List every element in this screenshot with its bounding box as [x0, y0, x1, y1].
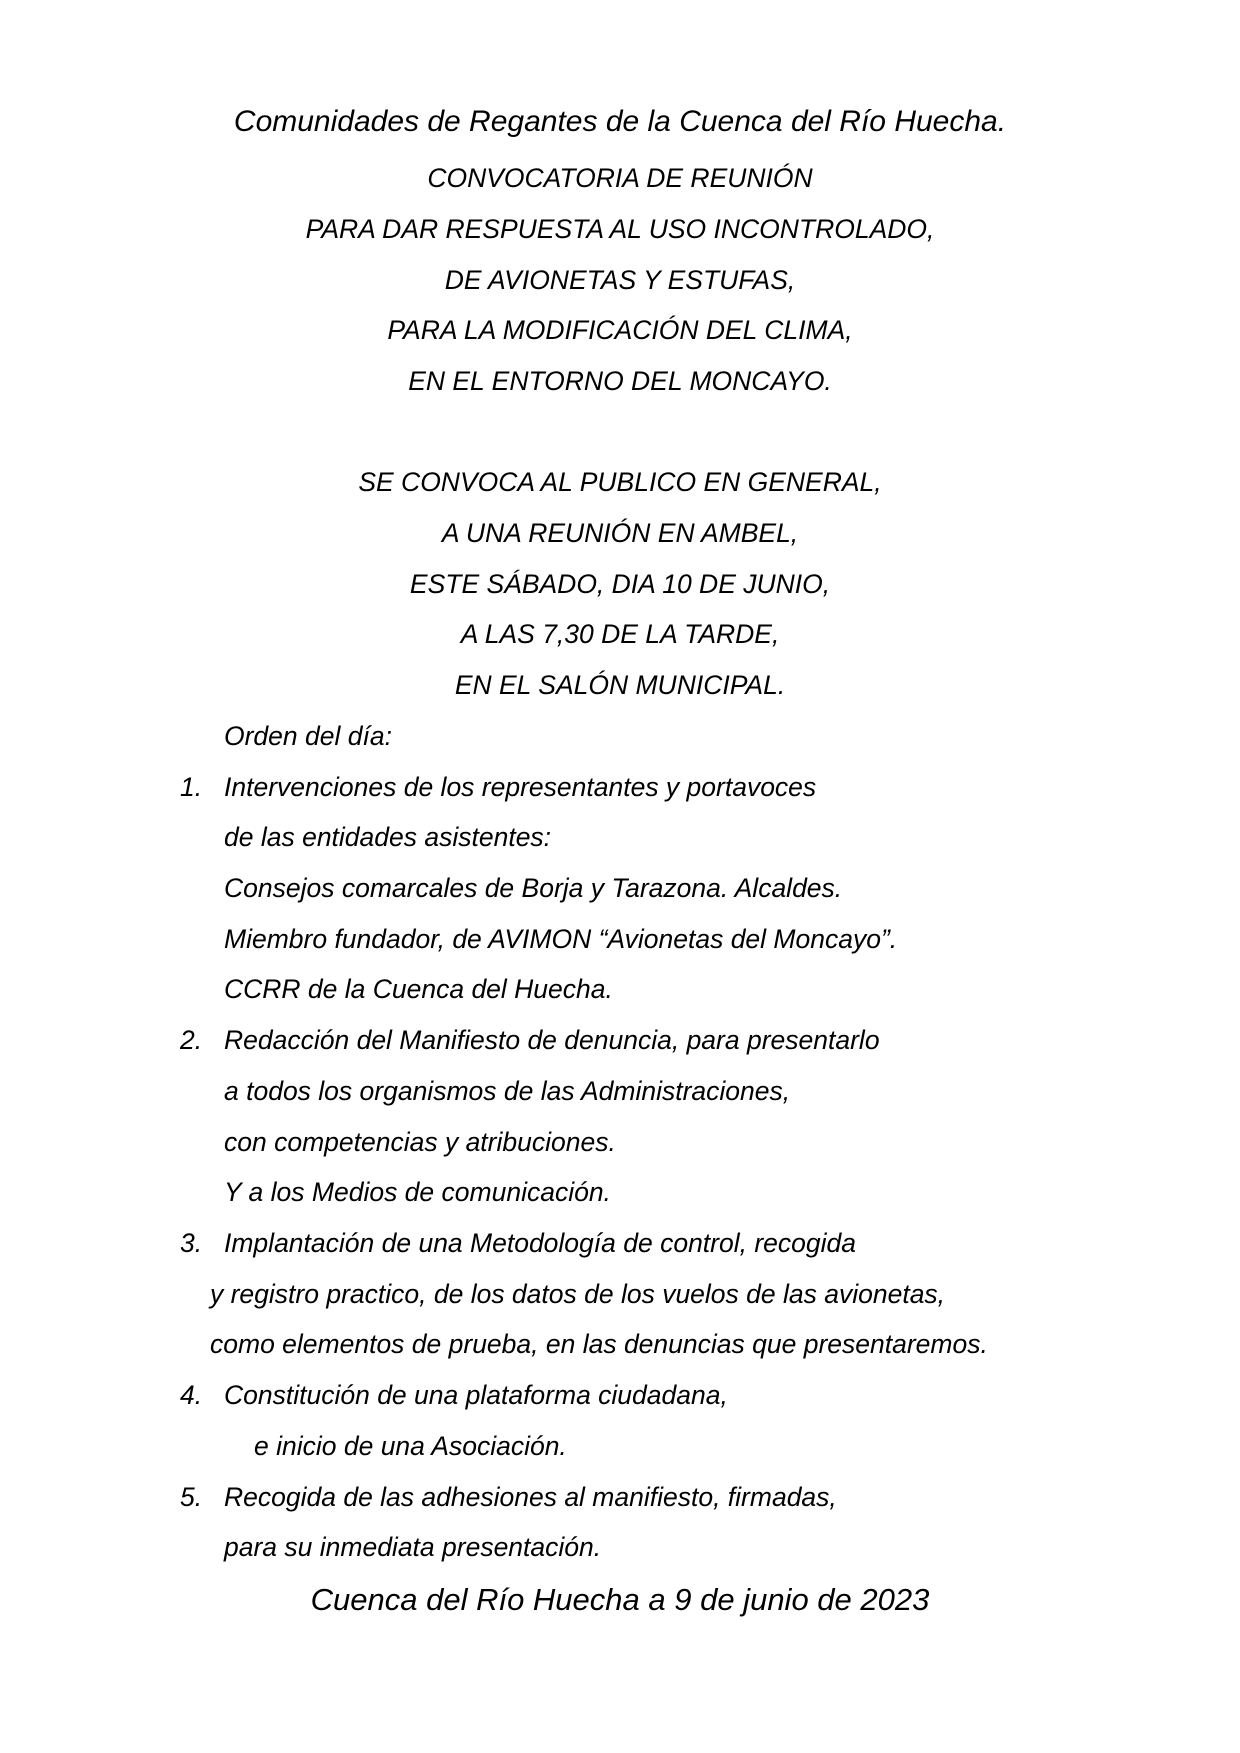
item-line: Consejos comarcales de Borja y Tarazona. Alcaldes. [224, 873, 843, 903]
subtitle-line: CONVOCATORIA DE REUNIÓN [427, 163, 813, 193]
item-line: Redacción del Manifiesto de denuncia, para presentarlo [224, 1025, 880, 1055]
item-number: 1. [180, 772, 203, 802]
item-line: Y a los Medios de comunicación. [224, 1177, 611, 1207]
item-line: Recogida de las adhesiones al manifiesto, firmadas, [224, 1482, 837, 1512]
item-line: como elementos de prueba, en las denuncias que presentaremos. [210, 1329, 988, 1359]
item-line: de las entidades asistentes: [224, 822, 552, 852]
document-title: Comunidades de Regantes de la Cuenca del Río Huecha. [233, 105, 1007, 138]
item-line: CCRR de la Cuenca del Huecha. [224, 974, 613, 1004]
date-line: Cuenca del Río Huecha a 9 de junio de 2023 [310, 1582, 930, 1617]
item-line: y registro practico, de los datos de los vuelos de las avionetas, [210, 1279, 946, 1309]
convocation-line: ESTE SÁBADO, DIA 10 DE JUNIO, [409, 569, 831, 599]
convocation-line: EN EL SALÓN MUNICIPAL. [454, 670, 786, 700]
item-line: a todos los organismos de las Administraciones, [224, 1076, 791, 1106]
item-line: e inicio de una Asociación. [254, 1431, 567, 1461]
item-line: Constitución de una plataforma ciudadana, [224, 1380, 728, 1410]
item-line: Implantación de una Metodología de control, recogida [224, 1228, 857, 1258]
item-number: 5. [180, 1482, 203, 1512]
convocation-line: A UNA REUNIÓN EN AMBEL, [441, 518, 799, 548]
subtitle-line: EN EL ENTORNO DEL MONCAYO. [408, 366, 832, 396]
subtitle-line: PARA DAR RESPUESTA AL USO INCONTROLADO, [305, 214, 935, 244]
subtitle-line: DE AVIONETAS Y ESTUFAS, [444, 265, 796, 295]
subtitle-line: PARA LA MODIFICACIÓN DEL CLIMA, [387, 315, 853, 345]
item-number: 3. [180, 1228, 203, 1258]
item-line: Intervenciones de los representantes y portavoces [224, 772, 817, 802]
item-number: 4. [180, 1380, 203, 1410]
agenda-heading: Orden del día: [224, 721, 392, 751]
convocation-line: SE CONVOCA AL PUBLICO EN GENERAL, [358, 467, 882, 497]
item-number: 2. [180, 1025, 203, 1055]
item-line: Miembro fundador, de AVIMON “Avionetas del Moncayo”. [224, 924, 898, 954]
convocation-line: A LAS 7,30 DE LA TARDE, [460, 619, 780, 649]
item-line: para su inmediata presentación. [224, 1532, 602, 1562]
item-line: con competencias y atribuciones. [224, 1127, 616, 1157]
